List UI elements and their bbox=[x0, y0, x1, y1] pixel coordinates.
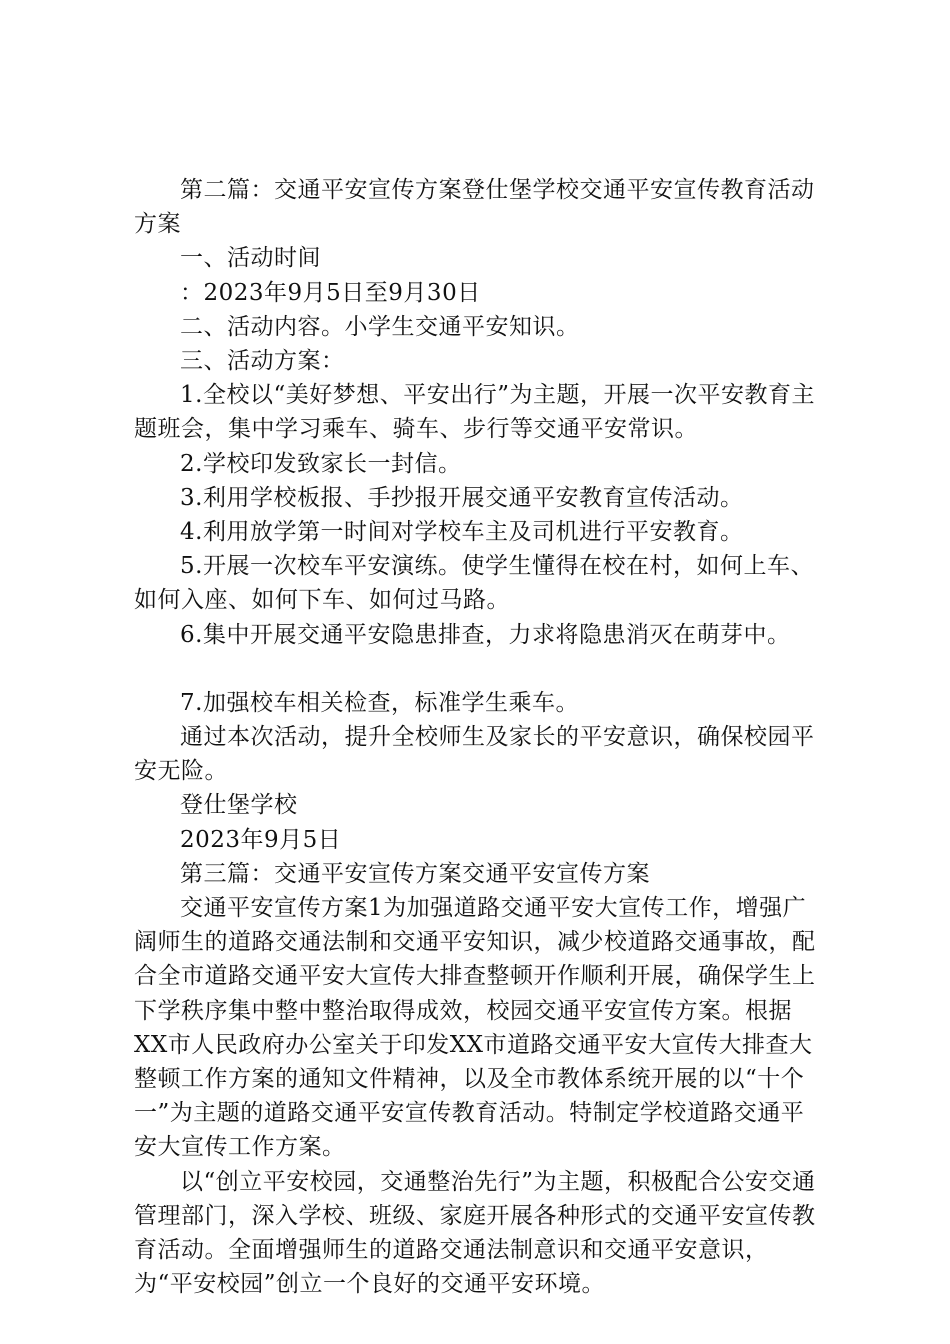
plan-item-4: 4.利用放学第一时间对学校车主及司机进行平安教育。 bbox=[180, 519, 744, 546]
plan-item-7: 7.加强校车相关检查，标准学生乘车。 bbox=[180, 689, 579, 716]
body-paragraph-plan-1: 交通平安宣传方案1为加强道路交通平安大宣传工作，增强广阔师生的道路交通法制和交通平安知识，减少校道路交通事故，配合全市道路交通平安大宣传大排查整顿开作顺利开展，确保学生上下学秩序集中整中整治取得成效，校园交通平安宣传方案。根据XX市人民政府办公室关于印发XX市道路交通平安大宣传大排查大整顿工作方案的通知文件精神，以及全市教体系统开展的以“十个一”为主题的道路交通平安宣传教育活动。特制定学校道路交通平安大宣传工作方案。 bbox=[134, 895, 816, 1161]
signature-school: 登仕堡学校 bbox=[180, 792, 298, 819]
plan-item-5: 5.开展一次校车平安演练。使学生懂得在校在村，如何上车、如何入座、如何下车、如何过马路。 bbox=[134, 553, 814, 614]
document-body bbox=[134, 173, 816, 1302]
signature-date: 2023年9月5日 bbox=[180, 826, 342, 853]
heading-activity-content: 二、活动内容。小学生交通平安知识。 bbox=[180, 313, 580, 340]
section-title-part-2: 第二篇：交通平安宣传方案登仕堡学校交通平安宣传教育活动方案 bbox=[134, 177, 815, 238]
closing-paragraph: 通过本次活动，提升全校师生及家长的平安意识，确保校园平安无险。 bbox=[134, 724, 815, 785]
plan-item-3: 3.利用学校板报、手抄报开展交通平安教育宣传活动。 bbox=[180, 484, 744, 511]
plan-item-6: 6.集中开展交通平安隐患排查，力求将隐患消灭在萌芽中。 bbox=[180, 621, 791, 648]
plan-item-1: 1.全校以“美好梦想、平安出行”为主题，开展一次平安教育主题班会，集中学习乘车、骑车、步行等交通平安常识。 bbox=[134, 382, 815, 443]
heading-activity-plan: 三、活动方案： bbox=[180, 348, 345, 375]
plan-item-2: 2.学校印发致家长一封信。 bbox=[180, 450, 462, 477]
heading-activity-time: 一、活动时间 bbox=[180, 245, 321, 272]
activity-date-range: ：2023年9月5日至9月30日 bbox=[180, 279, 481, 306]
body-paragraph-theme: 以“创立平安校园，交通整治先行”为主题，积极配合公安交通管理部门，深入学校、班级、家庭开展各种形式的交通平安宣传教育活动。全面增强师生的道路交通法制意识和交通平安意识，为“平安校园”创立一个良好的交通平安环境。 bbox=[134, 1168, 816, 1298]
section-title-part-3: 第三篇：交通平安宣传方案交通平安宣传方案 bbox=[180, 860, 650, 887]
